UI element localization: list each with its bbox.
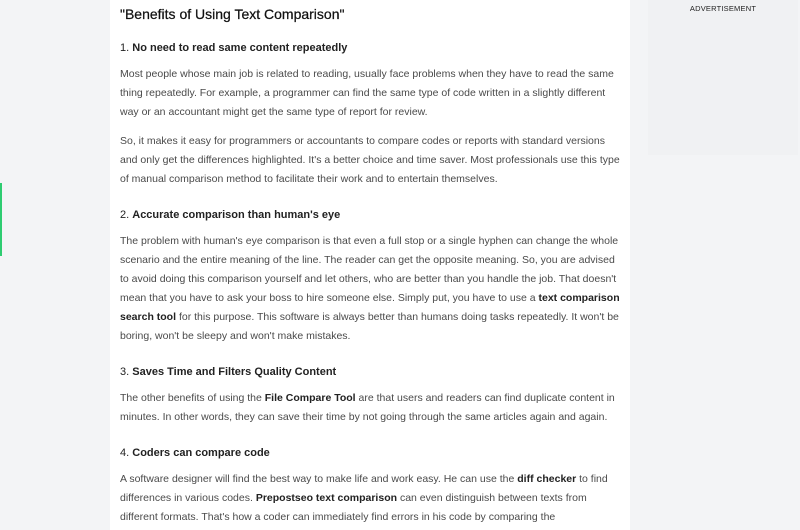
paragraph: So, it makes it easy for programmers or accountants to compare codes or reports with standard versions and only get the differences highlighted. It's a better choice and time saver. Most professionals use this type of manual comparison method to facilitate their work and to entertain themselves. bbox=[120, 135, 620, 185]
section-title: Accurate comparison than human's eye bbox=[132, 209, 341, 221]
paragraph bbox=[120, 232, 620, 346]
paragraph-text: are that users and readers can find duplicate content in minutes. In other words, they can save their time by not going through the same articles again and again. bbox=[120, 392, 615, 423]
section-title: No need to read same content repeatedly bbox=[132, 42, 348, 54]
diff-checker-keyword: diff checker bbox=[517, 473, 577, 485]
file-compare-tool-keyword: File Compare Tool bbox=[264, 392, 356, 404]
paragraph-text: can even distinguish between texts from different formats. That's how a coder can immediately find errors in his code by comparing the bbox=[120, 492, 587, 523]
paragraph-text: A software designer will find the best way to make life and work easy. He can use the bbox=[120, 473, 518, 485]
advertisement-label: ADVERTISEMENT bbox=[689, 4, 757, 13]
left-accent-bar bbox=[0, 183, 2, 256]
section-number: 1. bbox=[120, 42, 130, 54]
paragraph-text: to find differences in various codes. bbox=[120, 473, 608, 504]
section-heading-2 bbox=[120, 208, 620, 222]
section-number: 2. bbox=[120, 209, 130, 221]
article-heading: "Benefits of Using Text Comparison" bbox=[120, 6, 345, 22]
section-number: 3. bbox=[120, 366, 130, 378]
paragraph-text: The problem with human's eye comparison is that even a full stop or a single hyphen can change the whole scenario and the entire meaning of the line. The reader can get the opposite meaning. So, you are advised to avoid doing this comparison yourself and let others, who are better than you handle the job. That doesn't mean that you have to ask your boss to hire someone else. Simply put, you have to use a bbox=[120, 235, 619, 304]
section-title: Coders can compare code bbox=[132, 447, 270, 459]
prepostseo-text-comparison-keyword: Prepostseo text comparison bbox=[255, 492, 398, 504]
section-heading-1 bbox=[120, 41, 620, 55]
paragraph-text: The other benefits of using the bbox=[120, 392, 265, 404]
section-title: Saves Time and Filters Quality Content bbox=[132, 366, 337, 378]
article-content bbox=[110, 0, 630, 530]
paragraph-text: for this purpose. This software is always better than humans doing tasks repeatedly. It won't be boring, won't be sleepy and won't make mistakes. bbox=[120, 311, 619, 342]
paragraph bbox=[120, 389, 620, 427]
section-heading-4 bbox=[120, 446, 620, 460]
sidebar-advertisement[interactable] bbox=[648, 0, 798, 155]
text-comparison-search-tool-keyword: text comparison search tool bbox=[120, 292, 620, 323]
section-heading-3 bbox=[120, 365, 620, 379]
paragraph bbox=[120, 470, 620, 527]
section-number: 4. bbox=[120, 447, 130, 459]
paragraph: Most people whose main job is related to reading, usually face problems when they have to read the same thing repeatedly. For example, a programmer can find the same type of code written in a slightly different way or an accountant might get the same type of report for review. bbox=[120, 68, 614, 118]
